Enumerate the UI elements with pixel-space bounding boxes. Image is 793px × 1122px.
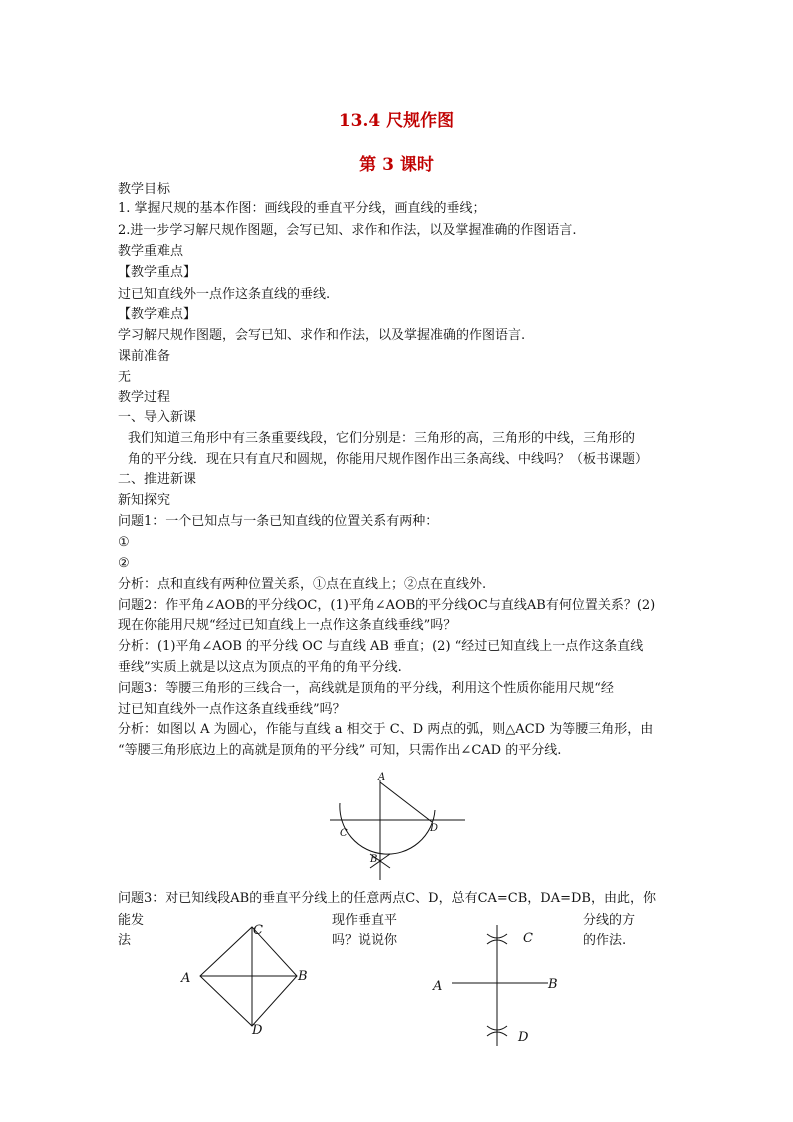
- text-line: 【教学重点】: [118, 265, 197, 280]
- text-line: 无: [118, 370, 132, 385]
- label-d: D: [430, 823, 439, 834]
- label-c: C: [340, 828, 348, 839]
- text-line: 的作法.: [583, 933, 627, 948]
- label-d: D: [252, 1023, 263, 1038]
- text-line: 新知探究: [118, 493, 171, 508]
- text-line: 教学目标: [118, 182, 171, 197]
- text-line: 角的平分线．现在只有直尺和圆规，你能用尺规作图作出三条高线、中线吗？（板书课题）: [128, 452, 649, 467]
- label-a: A: [433, 979, 443, 994]
- text-line: 我们知道三角形中有三条重要线段，它们分别是：三角形的高，三角形的中线，三角形的: [128, 431, 636, 446]
- label-b: B: [370, 854, 378, 865]
- text-line: 教学过程: [118, 390, 171, 405]
- text-line: 1. 掌握尺规的基本作图：画线段的垂直平分线，画直线的垂线；: [118, 201, 486, 216]
- text-line: 【教学难点】: [118, 307, 197, 322]
- label-a: A: [181, 971, 191, 986]
- text-line: 学习解尺规作图题，会写已知、求作和作法，以及掌握准确的作图语言.: [118, 328, 526, 343]
- text-line: “等腰三角形底边上的高就是顶角的平分线” 可知，只需作出∠CAD 的平分线.: [118, 743, 562, 758]
- text-line: 吗？说说你: [332, 933, 398, 948]
- text-line: 能发: [118, 913, 145, 928]
- text-line: 分析：(1)平角∠AOB 的平分线 OC 与直线 AB 垂直；(2) “经过已知直线上一点作这条直线: [118, 639, 644, 654]
- text-line: 问题3：对已知线段AB的垂直平分线上的任意两点C、D，总有CA=CB，DA=DB，由此，你: [118, 891, 656, 906]
- text-line: 分析：如图以 A 为圆心，作能与直线 a 相交于 C、D 两点的弧，则△ACD 为等腰三角形，由: [118, 722, 654, 737]
- text-line: 二、推进新课: [118, 472, 197, 487]
- text-line: 2.进一步学习解尺规作图题，会写已知、求作和作法，以及掌握准确的作图语言.: [118, 223, 577, 238]
- label-c: C: [523, 931, 533, 946]
- label-b: B: [548, 977, 558, 992]
- text-line: ①: [118, 535, 130, 550]
- page-title: 13.4 尺规作图: [338, 111, 455, 131]
- label-c: C: [253, 923, 263, 938]
- text-line: 教学重难点: [118, 244, 184, 259]
- label-d: D: [518, 1030, 529, 1045]
- text-line: 问题1：一个已知点与一条已知直线的位置关系有两种：: [118, 514, 439, 529]
- text-line: 现作垂直平: [332, 913, 398, 928]
- text-line: ②: [118, 556, 130, 571]
- figure-rhombus-acbd: [175, 918, 320, 1043]
- text-line: 过已知直线外一点作这条直线垂线”吗？: [118, 702, 346, 717]
- label-b: B: [298, 969, 308, 984]
- text-line: 问题2：作平角∠AOB的平分线OC，(1)平角∠AOB的平分线OC与直线AB有何位置关系？(2): [118, 598, 656, 613]
- text-line: 课前准备: [118, 349, 171, 364]
- figure-perpendicular-from-point: [320, 768, 470, 884]
- text-line: 过已知直线外一点作这条直线的垂线.: [118, 287, 331, 302]
- figure-perpendicular-bisector: [430, 920, 570, 1050]
- text-line: 问题3：等腰三角形的三线合一，高线就是顶角的平分线，利用这个性质你能用尺规“经: [118, 681, 614, 696]
- text-line: 分线的方: [583, 913, 636, 928]
- text-line: 现在你能用尺规“经过已知直线上一点作这条直线垂线”吗？: [118, 618, 457, 633]
- label-a: A: [378, 772, 386, 783]
- page-subtitle: 第 3 课时: [359, 155, 434, 175]
- text-line: 分析：点和直线有两种位置关系，①点在直线上；②点在直线外.: [118, 577, 487, 592]
- text-line: 一、导入新课: [118, 410, 197, 425]
- text-line: 法: [118, 933, 132, 948]
- text-line: 垂线”实质上就是以这点为顶点的平角的角平分线.: [118, 660, 402, 675]
